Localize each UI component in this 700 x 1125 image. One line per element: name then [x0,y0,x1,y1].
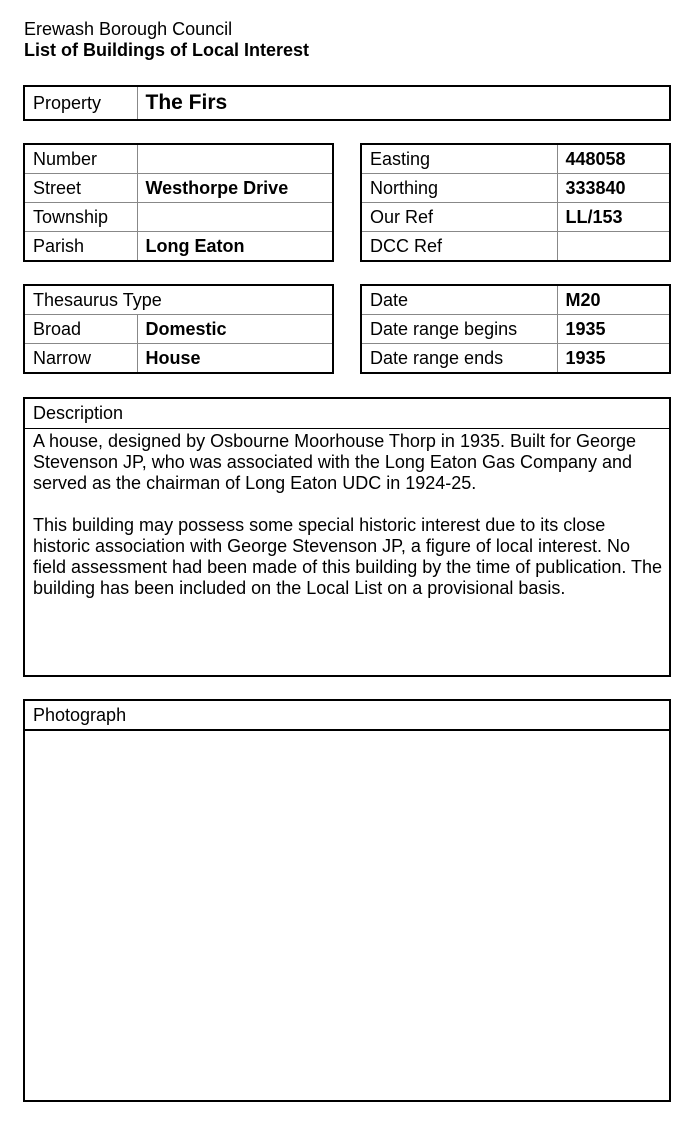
narrow-label: Narrow [24,344,137,374]
date-value: M20 [557,285,670,315]
northing-value: 333840 [557,174,670,203]
list-title: List of Buildings of Local Interest [24,40,310,60]
table-row [361,232,670,262]
table-row [24,344,333,374]
table-row [361,344,670,374]
description-heading: Description [25,399,669,429]
table-row [361,285,670,315]
easting-value: 448058 [557,144,670,174]
table-row [24,285,333,315]
table-row [24,144,333,174]
photograph-box [23,699,671,1102]
table-row [24,174,333,203]
property-label: Property [24,86,137,120]
thesaurus-table [23,284,334,374]
address-table [23,143,334,262]
description-box [23,397,671,677]
table-row [361,174,670,203]
township-value [137,203,333,232]
northing-label: Northing [361,174,557,203]
parish-label: Parish [24,232,137,262]
our-ref-value: LL/153 [557,203,670,232]
table-row [24,203,333,232]
council-name: Erewash Borough Council [24,19,233,39]
table-row [361,203,670,232]
table-row [24,232,333,262]
date-begins-label: Date range begins [361,315,557,344]
thesaurus-heading: Thesaurus Type [24,285,333,315]
dcc-ref-label: DCC Ref [361,232,557,262]
narrow-value: House [137,344,333,374]
date-begins-value: 1935 [557,315,670,344]
date-ends-label: Date range ends [361,344,557,374]
street-label: Street [24,174,137,203]
number-value [137,144,333,174]
street-value: Westhorpe Drive [137,174,333,203]
property-value: The Firs [137,86,670,120]
number-label: Number [24,144,137,174]
property-table [23,85,671,121]
easting-label: Easting [361,144,557,174]
date-ends-value: 1935 [557,344,670,374]
description-paragraph: A house, designed by Osbourne Moorhouse Thorp in 1935. Built for George Stevenson JP, who was associated with the Long Eaton Gas Company and served as the chairman of Long Eaton UDC in 1924-25. [33,431,637,493]
dcc-ref-value [557,232,670,262]
photograph-heading: Photograph [25,701,669,731]
description-text [33,431,663,620]
township-label: Township [24,203,137,232]
date-label: Date [361,285,557,315]
parish-value: Long Eaton [137,232,333,262]
dates-table [360,284,671,374]
table-row [24,315,333,344]
grid-reference-table [360,143,671,262]
broad-value: Domestic [137,315,333,344]
table-row [361,144,670,174]
table-row [361,315,670,344]
broad-label: Broad [24,315,137,344]
description-paragraph: This building may possess some special historic interest due to its close historic association with George Stevenson JP, a figure of local interest. No field assessment had been made of this building by the time of publication. The building has been included on the Local List on a provisional basis. [33,515,663,598]
our-ref-label: Our Ref [361,203,557,232]
table-row [24,86,670,120]
